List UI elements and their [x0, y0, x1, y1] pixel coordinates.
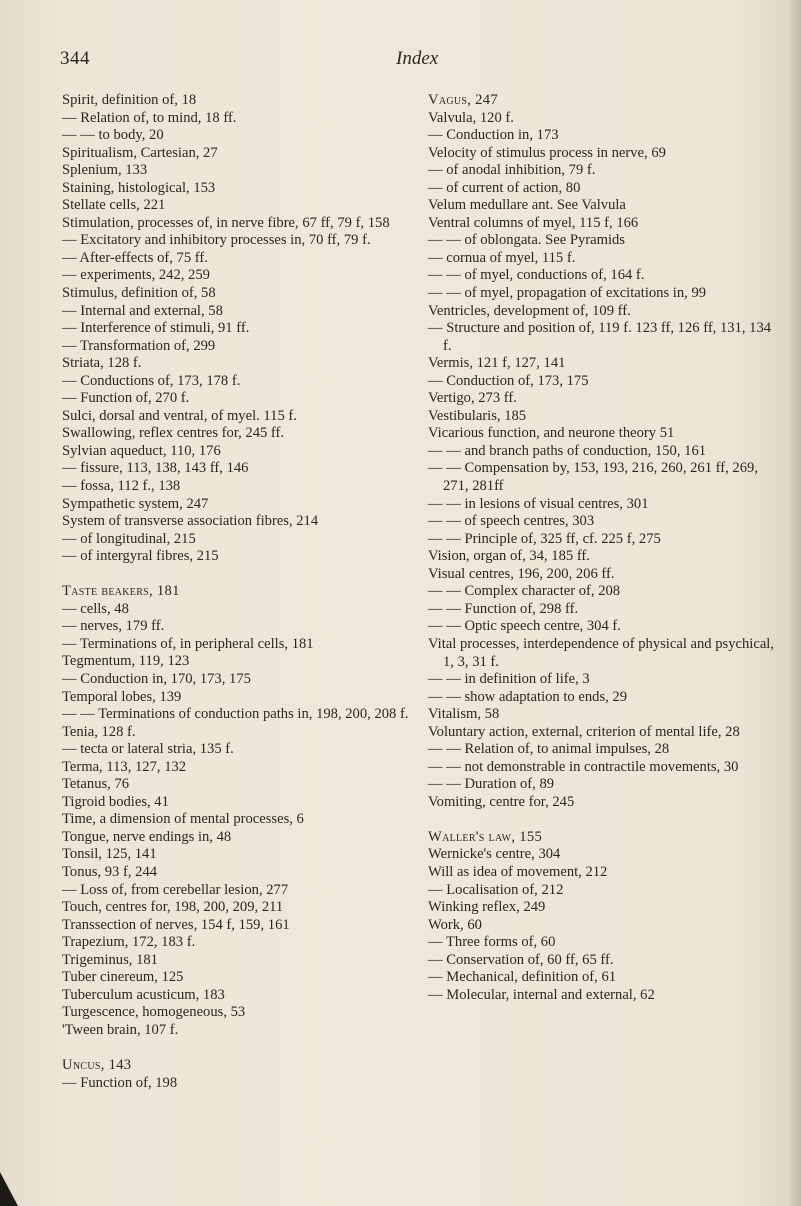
index-entry: — of intergyral fibres, 215 — [62, 548, 219, 565]
index-entry: — Three forms of, 60 — [428, 934, 556, 951]
index-entry: — Loss of, from cerebellar lesion, 277 — [62, 881, 289, 898]
index-entry: — of current of action, 80 — [428, 179, 581, 196]
index-entry: Time, a dimension of mental processes, 6 — [62, 811, 304, 828]
index-entry: Sylvian aqueduct, 110, 176 — [62, 442, 221, 459]
index-entry: Swallowing, reflex centres for, 245 ff. — [62, 425, 285, 442]
index-entry: — Conservation of, 60 ff, 65 ff. — [428, 951, 614, 968]
index-entry: — Interference of stimuli, 91 ff. — [62, 320, 250, 337]
index-entry: — Conduction of, 173, 175 — [428, 372, 589, 389]
page-header — [0, 48, 801, 78]
index-entry: — cornua of myel, 115 f. — [428, 249, 576, 266]
index-entry: Wernicke's centre, 304 — [428, 846, 561, 863]
index-entry: — — Duration of, 89 — [428, 776, 555, 793]
index-entry: — Relation of, to mind, 18 ff. — [62, 109, 237, 126]
index-entry: Temporal lobes, 139 — [62, 688, 182, 705]
index-entry: Tongue, nerve endings in, 48 — [62, 828, 232, 845]
section-gap — [428, 811, 780, 829]
index-entry: — — Function of, 298 ff. — [428, 600, 579, 617]
index-entry: — Excitatory and inhibitory processes in, 70 ff, 79 f. — [62, 232, 371, 249]
index-entry: — Conductions of, 173, 178 f. — [62, 372, 241, 389]
index-entry: Vermis, 121 f, 127, 141 — [428, 355, 566, 372]
page-edge-shadow — [787, 0, 801, 1206]
index-entry: — — Compensation by, 153, 193, 216, 260, 261 ff, 269, 271, 281ff — [428, 460, 758, 495]
section-gap — [62, 566, 410, 584]
index-entry: — of anodal inhibition, 79 f. — [428, 162, 596, 179]
index-entry: — Molecular, internal and external, 62 — [428, 986, 655, 1003]
corner-shadow — [0, 1172, 18, 1206]
index-entry: — — Terminations of conduction paths in, 198, 200, 208 f. — [62, 706, 409, 723]
index-entry: — — show adaptation to ends, 29 — [428, 688, 628, 705]
index-entry: Velocity of stimulus process in nerve, 69 — [428, 144, 666, 161]
index-entry: Stellate cells, 221 — [62, 197, 166, 214]
index-entry: — — in lesions of visual centres, 301 — [428, 495, 649, 512]
index-entry: — fissure, 113, 138, 143 ff, 146 — [62, 460, 249, 477]
index-entry: — nerves, 179 ff. — [62, 618, 165, 635]
index-entry: Vitalism, 58 — [428, 706, 500, 723]
index-entry: Terma, 113, 127, 132 — [62, 758, 187, 775]
index-entry: Stimulation, processes of, in nerve fibre, 67 ff, 79 f, 158 — [62, 214, 390, 231]
index-entry: Winking reflex, 249 — [428, 899, 546, 916]
index-entry: Vertigo, 273 ff. — [428, 390, 517, 407]
index-entry: Will as idea of movement, 212 — [428, 864, 608, 881]
index-entry: Voluntary action, external, criterion of mental life, 28 — [428, 723, 740, 740]
index-column-left — [62, 92, 410, 1092]
index-section-head: Taste beakers, 181 — [62, 583, 180, 600]
section-gap — [62, 1039, 410, 1057]
index-entry: Work, 60 — [428, 916, 482, 933]
index-entry: Tuber cinereum, 125 — [62, 969, 184, 986]
index-entry: — — of speech centres, 303 — [428, 513, 595, 530]
index-entry: — — and branch paths of conduction, 150, 161 — [428, 442, 707, 459]
index-entry: Vestibularis, 185 — [428, 407, 527, 424]
index-entry: — Terminations of, in peripheral cells, 181 — [62, 635, 314, 652]
index-entry: Tenia, 128 f. — [62, 723, 136, 740]
index-entry: Tegmentum, 119, 123 — [62, 653, 190, 670]
index-entry: — — Relation of, to animal impulses, 28 — [428, 741, 670, 758]
index-entry: — Structure and position of, 119 f. 123 ff, 126 ff, 131, 134 f. — [428, 320, 772, 354]
index-entry: — cells, 48 — [62, 600, 129, 617]
index-entry: Tonus, 93 f, 244 — [62, 864, 158, 881]
index-entry: 'Tween brain, 107 f. — [62, 1021, 179, 1038]
index-entry: Touch, centres for, 198, 200, 209, 211 — [62, 899, 284, 916]
index-entry: — — of myel, conductions of, 164 f. — [428, 267, 645, 284]
index-entry: Spiritualism, Cartesian, 27 — [62, 144, 218, 161]
index-entry: Trigeminus, 181 — [62, 951, 158, 968]
index-entry: — experiments, 242, 259 — [62, 267, 210, 284]
page-number: 344 — [60, 48, 90, 69]
index-entry: — Function of, 270 f. — [62, 390, 190, 407]
index-column-right — [428, 92, 780, 1004]
index-entry: — — to body, 20 — [62, 127, 164, 144]
index-entry: Vomiting, centre for, 245 — [428, 793, 575, 810]
index-entry: — — Complex character of, 208 — [428, 583, 621, 600]
index-entry: — tecta or lateral stria, 135 f. — [62, 741, 234, 758]
index-entry: Staining, histological, 153 — [62, 179, 216, 196]
index-entry: — fossa, 112 f., 138 — [62, 478, 181, 495]
index-entry: Velum medullare ant. See Valvula — [428, 197, 626, 214]
running-title: Index — [396, 48, 439, 69]
index-entry: Vital processes, interdependence of physical and psychical, 1, 3, 31 f. — [428, 635, 775, 670]
index-entry: Vicarious function, and neurone theory 51 — [428, 425, 675, 442]
index-entry: — — Optic speech centre, 304 f. — [428, 618, 621, 635]
index-entry: Spirit, definition of, 18 — [62, 92, 197, 108]
index-entry: — Transformation of, 299 — [62, 337, 216, 354]
index-entry: Tuberculum acusticum, 183 — [62, 986, 225, 1003]
index-entry: System of transverse association fibres, 214 — [62, 513, 319, 530]
index-entry: Tetanus, 76 — [62, 776, 130, 793]
index-entry: — Mechanical, definition of, 61 — [428, 969, 617, 986]
index-entry: — — of myel, propagation of excitations in, 99 — [428, 285, 707, 302]
index-entry: — — not demonstrable in contractile movements, 30 — [428, 758, 739, 775]
index-entry: — Localisation of, 212 — [428, 881, 564, 898]
index-entry: Transsection of nerves, 154 f, 159, 161 — [62, 916, 290, 933]
index-entry: Turgescence, homogeneous, 53 — [62, 1004, 246, 1021]
index-entry: — Function of, 198 — [62, 1074, 178, 1091]
index-entry: — — Principle of, 325 ff, cf. 225 f, 275 — [428, 530, 661, 547]
index-entry: — Internal and external, 58 — [62, 302, 223, 319]
index-entry: Tigroid bodies, 41 — [62, 793, 169, 810]
index-entry: — of longitudinal, 215 — [62, 530, 196, 547]
index-entry: — — in definition of life, 3 — [428, 671, 590, 688]
index-entry: Tonsil, 125, 141 — [62, 846, 157, 863]
index-entry: Vision, organ of, 34, 185 ff. — [428, 548, 590, 565]
index-entry: Sympathetic system, 247 — [62, 495, 209, 512]
index-entry: Trapezium, 172, 183 f. — [62, 934, 196, 951]
index-entry: Ventricles, development of, 109 ff. — [428, 302, 631, 319]
index-entry: — — of oblongata. See Pyramids — [428, 232, 625, 249]
index-section-head: Uncus, 143 — [62, 1056, 132, 1073]
index-entry: Stimulus, definition of, 58 — [62, 285, 216, 302]
index-entry: Visual centres, 196, 200, 206 ff. — [428, 565, 615, 582]
index-section-head: Waller's law, 155 — [428, 828, 543, 845]
index-entry: — After-effects of, 75 ff. — [62, 249, 208, 266]
index-entry: Splenium, 133 — [62, 162, 148, 179]
index-entry: Striata, 128 f. — [62, 355, 142, 372]
index-entry: — Conduction in, 170, 173, 175 — [62, 671, 251, 687]
index-entry: Valvula, 120 f. — [428, 109, 514, 126]
index-entry: Ventral columns of myel, 115 f, 166 — [428, 214, 639, 231]
index-entry: Sulci, dorsal and ventral, of myel. 115 f. — [62, 407, 297, 424]
index-section-head: Vagus, 247 — [428, 92, 498, 108]
index-entry: — Conduction in, 173 — [428, 127, 559, 144]
